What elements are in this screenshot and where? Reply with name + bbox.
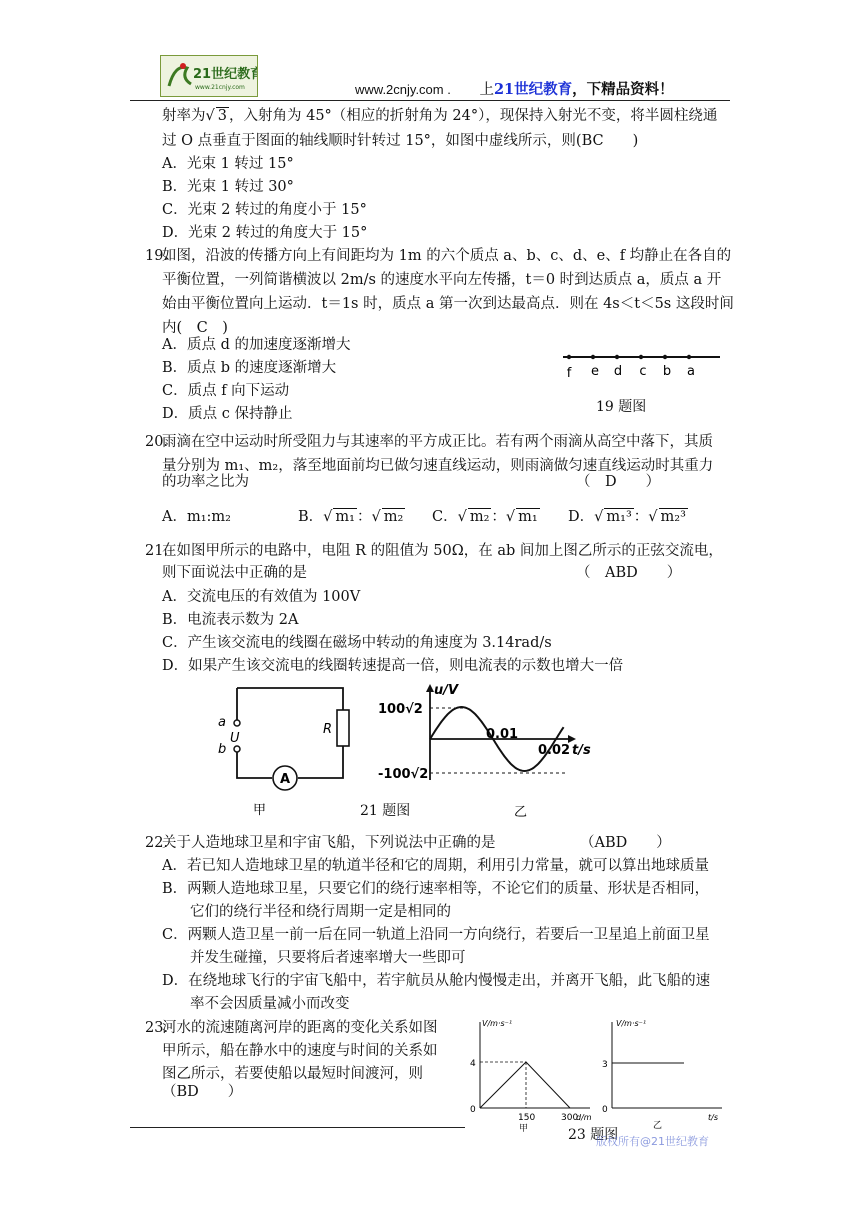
q22-stem: 关于人造地球卫星和宇宙飞船，下列说法中正确的是 xyxy=(162,835,496,851)
label-e: e xyxy=(591,364,599,379)
q19-option-d: D．质点 c 保持静止 xyxy=(162,406,293,422)
jia-origin: 0 xyxy=(470,1105,476,1115)
q23-graph-jia xyxy=(458,1016,598,1134)
circuit-label-jia: 甲 xyxy=(253,803,267,818)
q21-option-d: D．如果产生该交流电的线圈转速提高一倍，则电流表的示数也增大一倍 xyxy=(162,658,624,674)
q19-line3: 始由平衡位置向上运动．t＝1s 时，质点 a 第一次到达最高点．则在 4s＜t＜5s 这段时间 xyxy=(162,296,734,312)
watermark-text: 版权所有@21世纪教育 xyxy=(596,1135,709,1148)
graph-t1: 0.01 xyxy=(486,727,519,742)
q22-option-b: B．两颗人造地球卫星，只要它们的绕行速率相等，不论它们的质量、形状是否相同， xyxy=(162,881,710,897)
q19-line1: 如图，沿波的传播方向上有间距均为 1m 的六个质点 a、b、c、d、e、f 均静止在各自的 xyxy=(162,248,732,264)
q18-option-d: D．光束 2 转过的角度大于 15° xyxy=(162,225,368,241)
q20-line2: 量分别为 m₁、m₂，落至地面前均已做匀速直线运动，则雨滴做匀速直线运动时其重力 xyxy=(162,458,714,474)
q20-option-c: C．√ m₂ ：√ m₁ xyxy=(432,509,538,525)
q20-d-colon: ： xyxy=(633,509,649,525)
q20-option-c-label: C． xyxy=(432,509,458,525)
resistor-r xyxy=(337,710,349,746)
x-axis-arrow xyxy=(568,735,576,743)
jia-ylabel: V/m·s⁻¹ xyxy=(482,1019,513,1028)
yi-y3: 3 xyxy=(602,1060,608,1070)
header-dots: . xyxy=(443,82,451,97)
jia-name: 甲 xyxy=(519,1124,529,1134)
q19-option-c: C．质点 f 向下运动 xyxy=(162,383,290,399)
q22-answer: （ABD ） xyxy=(580,835,671,851)
q21-option-b: B．电流表示数为 2A xyxy=(162,612,299,628)
q18-option-c: C．光束 2 转过的角度小于 15° xyxy=(162,202,367,218)
jia-x300: 300 xyxy=(561,1113,579,1123)
slogan-brand: 21世纪教育 xyxy=(493,81,573,98)
circuit-label-u: U xyxy=(230,731,240,746)
q22-option-c: C．两颗人造卫星一前一后在同一轨道上沿同一方向绕行，若要后一卫星追上前面卫星 xyxy=(162,927,710,943)
particle-b xyxy=(663,355,667,359)
label-c: c xyxy=(639,364,647,379)
q21-line2: 则下面说法中正确的是 xyxy=(162,565,307,581)
particle-f xyxy=(567,355,571,359)
q20-b-right: m₂ xyxy=(383,509,404,525)
q21-line1: 在如图甲所示的电路中，电阻 R 的阻值为 50Ω，在 ab 间加上图乙所示的正弦交流电， xyxy=(162,543,723,559)
q20-c-left: m₂ xyxy=(469,509,490,525)
q21-number: 21. xyxy=(145,543,169,559)
graph-ymax: 100√2 xyxy=(378,702,423,717)
q21-option-a: A．交流电压的有效值为 100V xyxy=(162,589,361,605)
q22-option-d-cont: 率不会因质量减小而改变 xyxy=(190,996,350,1012)
particle-c xyxy=(639,355,643,359)
q20-option-d: D．√ m₁³ ：√ m₂³ xyxy=(568,509,686,525)
q18-option-a: A．光束 1 转过 15° xyxy=(162,156,294,172)
q18-line1-a: 射率为 xyxy=(162,108,206,124)
q20-option-d-label: D． xyxy=(568,509,595,525)
q20-line3: 的功率之比为 xyxy=(162,474,249,490)
sqrt-3: 3 xyxy=(217,108,227,124)
q23-line1: 河水的流速随离河岸的距离的变化关系如图 xyxy=(162,1020,438,1036)
q22-number: 22. xyxy=(145,835,169,851)
q20-c-right: m₁ xyxy=(518,509,538,525)
q18-line1: 射率为√ 3 ，入射角为 45°（相应的折射角为 24°），现保持入射光不变，将半圆柱绕通 xyxy=(162,108,718,124)
terminal-b xyxy=(234,746,240,752)
graph-t2: 0.02 xyxy=(538,743,571,758)
yi-ylabel: V/m·s⁻¹ xyxy=(616,1019,647,1028)
jia-y4: 4 xyxy=(470,1059,476,1069)
q20-d-left: m₁³ xyxy=(606,509,632,525)
header-line xyxy=(355,80,674,100)
footer-rule xyxy=(130,1127,465,1128)
q18-line1-b: ，入射角为 45°（相应的折射角为 24°），现保持入射光不变，将半圆柱绕通 xyxy=(228,108,718,124)
q19-caption: 19 题图 xyxy=(596,399,647,415)
graph-xlabel: t/s xyxy=(572,743,591,758)
q20-b-left: m₁ xyxy=(335,509,355,525)
slogan-pre: 上 xyxy=(479,82,494,98)
q20-b-colon: ： xyxy=(356,509,372,525)
logo-subtext: www.21cnjy.com xyxy=(195,84,245,91)
label-d: d xyxy=(613,364,623,379)
jia-velocity-line xyxy=(480,1062,570,1108)
q19-number: 19. xyxy=(145,248,169,264)
q22-option-b-cont: 它们的绕行半径和绕行周期一定是相同的 xyxy=(190,904,451,920)
q21-caption: 21 题图 xyxy=(360,803,411,819)
circuit-label-a: a xyxy=(218,715,226,730)
slogan-post: ，下精品资料！ xyxy=(572,81,674,98)
q20-line1: 雨滴在空中运动时所受阻力与其速率的平方成正比。若有两个雨滴从高空中落下，其质 xyxy=(162,434,713,450)
label-a: a xyxy=(687,364,695,379)
q22-option-c-cont: 并发生碰撞，只要将后者速率增大一些即可 xyxy=(190,950,466,966)
q20-option-b: B．√ m₁ ：√ m₂ xyxy=(298,509,404,525)
q21-option-c: C．产生该交流电的线圈在磁场中转动的角速度为 3.14rad/s xyxy=(162,635,552,651)
ammeter-label: A xyxy=(279,772,291,787)
q18-option-b: B．光束 1 转过 30° xyxy=(162,179,294,195)
circuit-label-b: b xyxy=(218,742,227,757)
q23-caption: 23 题图 xyxy=(568,1127,619,1143)
q19-line4: 内( C ) xyxy=(162,320,228,336)
particle-e xyxy=(591,355,595,359)
header-rule xyxy=(130,100,730,101)
q20-c-colon: ： xyxy=(491,509,506,525)
q20-number: 20. xyxy=(145,434,169,450)
terminal-a xyxy=(234,720,240,726)
yi-xlabel: t/s xyxy=(708,1113,718,1122)
q18-line2: 过 O 点垂直于图面的轴线顺时针转过 15°，如图中虚线所示，则(BC ) xyxy=(162,133,639,149)
q19-option-b: B．质点 b 的速度逐渐增大 xyxy=(162,360,337,376)
graph-label-yi: 乙 xyxy=(514,805,528,820)
jia-xlabel: d/m xyxy=(576,1113,592,1122)
q22-option-d: D．在绕地球飞行的宇宙飞船中，若宇航员从舱内慢慢走出，并离开飞船，此飞船的速 xyxy=(162,973,711,989)
graph-ylabel: u/V xyxy=(434,683,459,698)
q20-answer: （ D ） xyxy=(576,474,661,490)
logo-text: 21世纪教育 xyxy=(193,67,257,82)
graph-ymin: -100√2 xyxy=(378,767,429,782)
q21-answer: （ ABD ） xyxy=(576,565,682,581)
logo-graphic xyxy=(161,56,257,96)
q22-option-a: A．若已知人造地球卫星的轨道半径和它的周期，利用引力常量，就可以算出地球质量 xyxy=(162,858,709,874)
q23-line3: 图乙所示，若要使船以最短时间渡河，则 xyxy=(162,1066,423,1082)
q20-d-right: m₂³ xyxy=(660,509,686,525)
label-f: f xyxy=(566,366,572,381)
header-url[interactable]: www.2cnjy.com xyxy=(355,82,444,97)
q20-option-b-label: B． xyxy=(298,509,324,525)
jia-x150: 150 xyxy=(518,1113,536,1123)
particle-a xyxy=(687,355,691,359)
q23-number: 23. xyxy=(145,1020,169,1036)
particle-d xyxy=(615,355,619,359)
yi-name: 乙 xyxy=(653,1121,663,1131)
q23-graph-yi xyxy=(598,1016,728,1134)
y-axis-arrow xyxy=(426,684,434,692)
circuit-label-r: R xyxy=(323,722,333,737)
q23-line4: （BD ） xyxy=(162,1084,243,1100)
label-b: b xyxy=(662,364,672,379)
q21-circuit-diagram xyxy=(205,680,365,818)
q23-line2: 甲所示，船在静水中的速度与时间的关系如 xyxy=(162,1043,438,1059)
q19-wave-figure xyxy=(555,345,725,385)
site-logo xyxy=(160,55,258,97)
q19-option-a: A．质点 d 的加速度逐渐增大 xyxy=(162,337,351,353)
q19-line2: 平衡位置，一列简谐横波以 2m/s 的速度水平向左传播，t＝0 时到达质点 a，质点 a 开 xyxy=(162,272,722,288)
q20-option-a: A．m₁:m₂ xyxy=(162,509,231,525)
yi-origin: 0 xyxy=(602,1105,608,1115)
